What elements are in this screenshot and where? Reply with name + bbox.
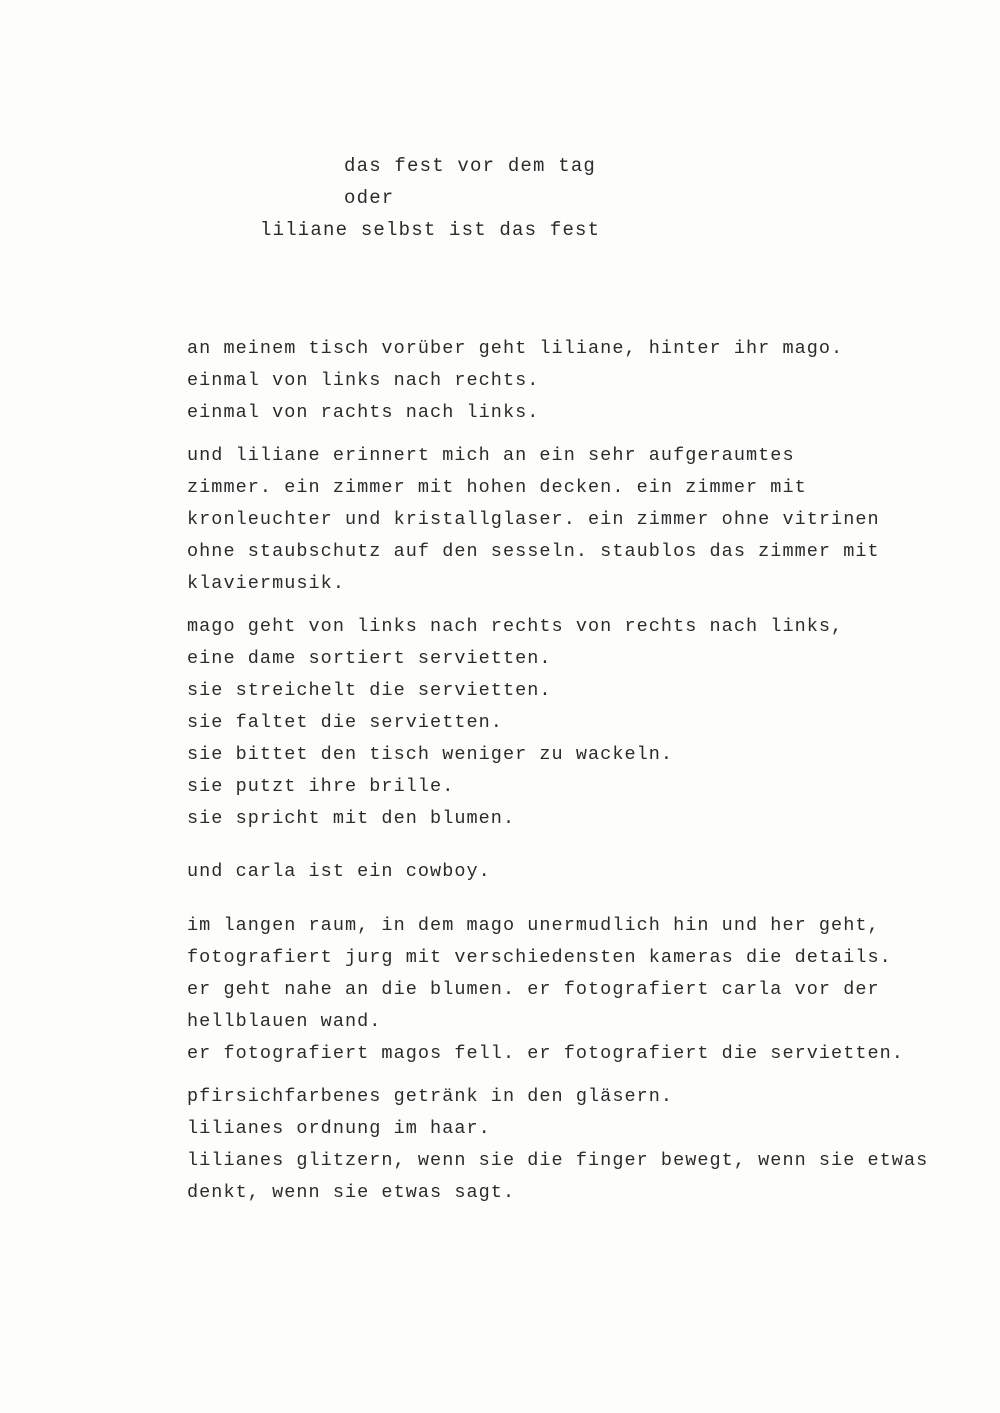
poem-body	[187, 333, 947, 1220]
text-line: lilianes glitzern, wenn sie die finger bewegt, wenn sie etwas	[187, 1150, 929, 1171]
text-line: er fotografiert magos fell. er fotografiert die servietten.	[187, 1043, 904, 1064]
paragraph-4	[187, 856, 947, 888]
paragraph-1	[187, 333, 947, 429]
text-line: denkt, wenn sie etwas sagt.	[187, 1182, 516, 1203]
text-line: einmal von links nach rechts.	[187, 370, 540, 391]
text-line: lilianes ordnung im haar.	[187, 1118, 491, 1139]
paragraph-2	[187, 440, 947, 600]
text-line: an meinem tisch vorüber geht liliane, hinter ihr mago.	[187, 338, 844, 359]
text-line: pfirsichfarbenes getränk in den gläsern.	[187, 1086, 674, 1107]
paragraph-6	[187, 1081, 947, 1209]
text-line: sie streichelt die servietten.	[187, 680, 552, 701]
text-line: er geht nahe an die blumen. er fotografiert carla vor der	[187, 979, 880, 1000]
text-line: ohne staubschutz auf den sesseln. staublos das zimmer mit	[187, 541, 880, 562]
text-line: mago geht von links nach rechts von rechts nach links,	[187, 616, 844, 637]
text-line: und liliane erinnert mich an ein sehr aufgeraumtes	[187, 445, 795, 466]
title-line-3: liliane selbst ist das fest	[260, 219, 601, 241]
text-line: einmal von rachts nach links.	[187, 402, 540, 423]
title-line-2: oder	[344, 187, 395, 209]
text-line: kronleuchter und kristallglaser. ein zimmer ohne vitrinen	[187, 509, 880, 530]
text-line: und carla ist ein cowboy.	[187, 861, 491, 882]
text-line: sie spricht mit den blumen.	[187, 808, 516, 829]
text-line: hellblauen wand.	[187, 1011, 382, 1032]
text-line: zimmer. ein zimmer mit hohen decken. ein zimmer mit	[187, 477, 807, 498]
title-line-1: das fest vor dem tag	[344, 155, 597, 177]
text-line: eine dame sortiert servietten.	[187, 648, 552, 669]
text-line: sie faltet die servietten.	[187, 712, 503, 733]
text-line: klaviermusik.	[187, 573, 345, 594]
text-line: sie putzt ihre brille.	[187, 776, 455, 797]
paragraph-3	[187, 611, 947, 835]
paragraph-5	[187, 910, 947, 1070]
text-line: im langen raum, in dem mago unermudlich hin und her geht,	[187, 915, 880, 936]
text-line: sie bittet den tisch weniger zu wackeln.	[187, 744, 674, 765]
text-line: fotografiert jurg mit verschiedensten kameras die details.	[187, 947, 892, 968]
